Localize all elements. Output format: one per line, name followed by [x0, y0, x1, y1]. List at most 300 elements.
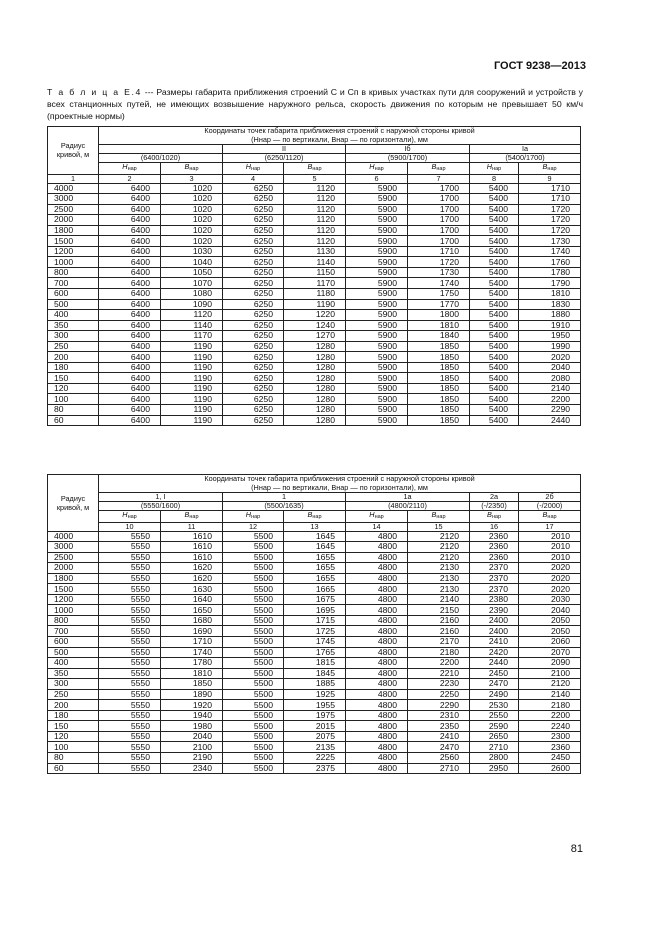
- value-cell: 1845: [284, 668, 346, 679]
- radius-cell: 250: [48, 341, 99, 352]
- value-cell: 4800: [346, 552, 408, 563]
- value-cell: 1280: [284, 341, 346, 352]
- h-nar-header: [346, 511, 408, 523]
- value-cell: 1655: [284, 563, 346, 574]
- table-row: [48, 636, 581, 647]
- document-code: ГОСТ 9238—2013: [493, 60, 586, 72]
- value-cell: 1700: [408, 236, 470, 247]
- value-cell: 2130: [408, 563, 470, 574]
- clearance-table-part-2: [47, 474, 581, 774]
- axis-subscript: нар: [189, 514, 199, 520]
- value-cell: 2360: [470, 542, 519, 553]
- value-cell: 2490: [470, 689, 519, 700]
- axis-subscript: нар: [127, 166, 137, 172]
- axis-letter: B: [542, 162, 548, 171]
- axis-letter: B: [542, 510, 548, 519]
- group-cell-empty: [99, 145, 223, 154]
- value-cell: 5500: [223, 742, 284, 753]
- value-cell: 1690: [161, 626, 223, 637]
- value-cell: 5550: [99, 679, 161, 690]
- group-cell: 1: [223, 493, 346, 502]
- value-cell: 6250: [223, 404, 284, 415]
- table-row: [48, 362, 581, 373]
- value-cell: 5550: [99, 594, 161, 605]
- value-cell: 6250: [223, 194, 284, 205]
- value-cell: 1920: [161, 700, 223, 711]
- value-cell: 1190: [161, 352, 223, 363]
- axis-subscript: нар: [547, 514, 557, 520]
- value-cell: 2470: [470, 679, 519, 690]
- axis-letter: B: [184, 510, 190, 519]
- value-cell: 1020: [161, 215, 223, 226]
- value-cell: 2170: [408, 636, 470, 647]
- value-cell: 2120: [408, 531, 470, 542]
- value-cell: 4800: [346, 710, 408, 721]
- value-cell: 1190: [161, 341, 223, 352]
- value-cell: 2450: [519, 752, 581, 763]
- value-cell: 6250: [223, 373, 284, 384]
- value-cell: 5400: [470, 310, 519, 321]
- value-cell: 2120: [519, 679, 581, 690]
- value-cell: 5500: [223, 752, 284, 763]
- value-cell: 1840: [408, 331, 470, 342]
- value-cell: 5550: [99, 552, 161, 563]
- coords-header: [99, 127, 581, 145]
- radius-cell: 700: [48, 626, 99, 637]
- axis-subscript: нар: [251, 166, 261, 172]
- table-row: [48, 563, 581, 574]
- value-cell: 5500: [223, 615, 284, 626]
- column-number: 8: [470, 174, 519, 183]
- value-cell: 1140: [284, 257, 346, 268]
- value-cell: 1950: [519, 331, 581, 342]
- value-cell: 4800: [346, 542, 408, 553]
- value-cell: 5550: [99, 626, 161, 637]
- value-cell: 6400: [99, 352, 161, 363]
- value-cell: 1070: [161, 278, 223, 289]
- value-cell: 2530: [470, 700, 519, 711]
- radius-cell: 700: [48, 278, 99, 289]
- value-cell: 6400: [99, 194, 161, 205]
- value-cell: 2340: [161, 763, 223, 774]
- value-cell: 5400: [470, 278, 519, 289]
- column-number: 7: [408, 174, 470, 183]
- value-cell: 2130: [408, 584, 470, 595]
- h-nar-header: [223, 511, 284, 523]
- value-cell: 2450: [470, 668, 519, 679]
- table-row: [48, 194, 581, 205]
- table-row: [48, 225, 581, 236]
- value-cell: 1030: [161, 246, 223, 257]
- value-cell: 1880: [519, 310, 581, 321]
- group-cell: 1, I: [99, 493, 223, 502]
- column-number: 13: [284, 522, 346, 531]
- value-cell: 5400: [470, 183, 519, 194]
- value-cell: 2200: [519, 394, 581, 405]
- column-number: 9: [519, 174, 581, 183]
- column-number: 1: [48, 174, 99, 183]
- value-cell: 5900: [346, 404, 408, 415]
- value-cell: 5400: [470, 352, 519, 363]
- value-cell: 2090: [519, 658, 581, 669]
- value-cell: 2650: [470, 731, 519, 742]
- value-cell: 1280: [284, 404, 346, 415]
- radius-cell: 60: [48, 763, 99, 774]
- radius-cell: 2500: [48, 552, 99, 563]
- value-cell: 5500: [223, 763, 284, 774]
- axis-letter: H: [122, 162, 128, 171]
- radius-cell: 200: [48, 700, 99, 711]
- table-row: [48, 278, 581, 289]
- value-cell: 1620: [161, 573, 223, 584]
- value-cell: 1850: [408, 341, 470, 352]
- value-cell: 1700: [408, 215, 470, 226]
- value-cell: 1190: [161, 362, 223, 373]
- value-cell: 5550: [99, 731, 161, 742]
- value-cell: 1190: [161, 415, 223, 426]
- value-cell: 1280: [284, 383, 346, 394]
- value-cell: 6400: [99, 236, 161, 247]
- column-number: 3: [161, 174, 223, 183]
- radius-cell: 1200: [48, 246, 99, 257]
- value-cell: 5500: [223, 594, 284, 605]
- dimension-cell: (-/2000): [519, 502, 581, 511]
- value-cell: 5550: [99, 668, 161, 679]
- b-nar-header: [284, 511, 346, 523]
- value-cell: 6400: [99, 278, 161, 289]
- coords-header-line2: (Hнар — по вертикали, Bнар — по горизонтали), мм: [251, 482, 428, 492]
- value-cell: 5500: [223, 563, 284, 574]
- value-cell: 5500: [223, 710, 284, 721]
- radius-cell: 350: [48, 668, 99, 679]
- table-row: [48, 246, 581, 257]
- radius-cell: 2000: [48, 215, 99, 226]
- value-cell: 2470: [408, 742, 470, 753]
- value-cell: 5900: [346, 225, 408, 236]
- table-row: [48, 721, 581, 732]
- value-cell: 5400: [470, 415, 519, 426]
- axis-letter: B: [307, 510, 313, 519]
- radius-cell: 4000: [48, 183, 99, 194]
- value-cell: 4800: [346, 763, 408, 774]
- value-cell: 5550: [99, 584, 161, 595]
- value-cell: 6400: [99, 215, 161, 226]
- value-cell: 1150: [284, 267, 346, 278]
- value-cell: 2130: [408, 573, 470, 584]
- value-cell: 2400: [470, 615, 519, 626]
- value-cell: 4800: [346, 573, 408, 584]
- value-cell: 5900: [346, 310, 408, 321]
- value-cell: 6400: [99, 246, 161, 257]
- value-cell: 5550: [99, 689, 161, 700]
- axis-letter: H: [486, 162, 493, 171]
- value-cell: 6400: [99, 331, 161, 342]
- value-cell: 1120: [284, 236, 346, 247]
- value-cell: 5900: [346, 320, 408, 331]
- column-number: 14: [346, 522, 408, 531]
- group-cell: 2б: [519, 493, 581, 502]
- value-cell: 1280: [284, 362, 346, 373]
- axis-subscript: нар: [374, 514, 384, 520]
- axis-subscript: нар: [491, 514, 502, 520]
- value-cell: 6400: [99, 362, 161, 373]
- dimension-cell: (5500/1635): [223, 502, 346, 511]
- value-cell: 1780: [161, 658, 223, 669]
- coords-header-line1: Координаты точек габарита приближения строений с наружной стороны кривой: [204, 126, 475, 135]
- value-cell: 2410: [408, 731, 470, 742]
- axis-subscript: нар: [127, 514, 137, 520]
- value-cell: 1800: [408, 310, 470, 321]
- value-cell: 1710: [408, 246, 470, 257]
- value-cell: 2440: [519, 415, 581, 426]
- value-cell: 6250: [223, 225, 284, 236]
- value-cell: 5550: [99, 615, 161, 626]
- value-cell: 4800: [346, 689, 408, 700]
- value-cell: 2010: [519, 552, 581, 563]
- axis-letter: B: [307, 162, 313, 171]
- axis-letter: B: [486, 510, 492, 519]
- value-cell: 2160: [408, 615, 470, 626]
- value-cell: 1650: [161, 605, 223, 616]
- table-row: [48, 626, 581, 637]
- value-cell: 5500: [223, 647, 284, 658]
- value-cell: 1700: [408, 204, 470, 215]
- value-cell: 1810: [519, 288, 581, 299]
- b-nar-header: [161, 163, 223, 175]
- table-row: [48, 299, 581, 310]
- value-cell: 2200: [519, 710, 581, 721]
- value-cell: 4800: [346, 658, 408, 669]
- value-cell: 1020: [161, 183, 223, 194]
- value-cell: 4800: [346, 647, 408, 658]
- clearance-table-part-1: [47, 126, 581, 426]
- value-cell: 5400: [470, 404, 519, 415]
- value-cell: 2370: [470, 573, 519, 584]
- value-cell: 5500: [223, 658, 284, 669]
- value-cell: 1020: [161, 204, 223, 215]
- table-caption: [47, 86, 583, 122]
- dimension-cell: (5900/1700): [346, 154, 470, 163]
- table-row: [48, 689, 581, 700]
- value-cell: 2135: [284, 742, 346, 753]
- table-row: [48, 605, 581, 616]
- value-cell: 1850: [408, 362, 470, 373]
- value-cell: 2140: [519, 689, 581, 700]
- axis-letter: H: [369, 510, 375, 519]
- value-cell: 2560: [408, 752, 470, 763]
- value-cell: 1810: [408, 320, 470, 331]
- axis-subscript: нар: [547, 166, 557, 172]
- value-cell: 6250: [223, 299, 284, 310]
- value-cell: 4800: [346, 668, 408, 679]
- axis-letter: B: [431, 162, 437, 171]
- value-cell: 1020: [161, 225, 223, 236]
- table-row: [48, 394, 581, 405]
- value-cell: 2225: [284, 752, 346, 763]
- b-nar-header: [284, 163, 346, 175]
- value-cell: 6250: [223, 362, 284, 373]
- radius-header: Радиус кривой, м: [48, 127, 99, 175]
- axis-subscript: нар: [374, 166, 384, 172]
- table-row: [48, 383, 581, 394]
- value-cell: 2150: [408, 605, 470, 616]
- table-row: [48, 320, 581, 331]
- value-cell: 1645: [284, 531, 346, 542]
- table-row: [48, 573, 581, 584]
- h-nar-header: [346, 163, 408, 175]
- axis-letter: B: [431, 510, 437, 519]
- value-cell: 2040: [519, 605, 581, 616]
- radius-cell: 180: [48, 710, 99, 721]
- value-cell: 1665: [284, 584, 346, 595]
- value-cell: 2190: [161, 752, 223, 763]
- value-cell: 1120: [284, 204, 346, 215]
- value-cell: 1120: [284, 225, 346, 236]
- value-cell: 6250: [223, 246, 284, 257]
- value-cell: 5400: [470, 320, 519, 331]
- value-cell: 6250: [223, 257, 284, 268]
- value-cell: 6250: [223, 320, 284, 331]
- table-caption-text: --- Размеры габарита приближения строений С и Сп в кривых участках пути для сооружений и устройств у всех станционных путей, не имеющих возвышение наружного рельса, скорость движения по которым не превышает 50 км/ч (проектные нормы): [47, 87, 584, 121]
- table-row: [48, 658, 581, 669]
- column-number: 17: [519, 522, 581, 531]
- value-cell: 1770: [408, 299, 470, 310]
- radius-cell: 2500: [48, 204, 99, 215]
- value-cell: 1270: [284, 331, 346, 342]
- value-cell: 5550: [99, 658, 161, 669]
- value-cell: 1020: [161, 236, 223, 247]
- value-cell: 1730: [408, 267, 470, 278]
- column-number: 4: [223, 174, 284, 183]
- value-cell: 6400: [99, 204, 161, 215]
- value-cell: 2380: [470, 594, 519, 605]
- value-cell: 1020: [161, 194, 223, 205]
- table-row: [48, 183, 581, 194]
- value-cell: 2390: [470, 605, 519, 616]
- b-nar-header: [161, 511, 223, 523]
- value-cell: 5900: [346, 215, 408, 226]
- value-cell: 6400: [99, 183, 161, 194]
- b-nar-header: [470, 511, 519, 523]
- value-cell: 2420: [470, 647, 519, 658]
- radius-cell: 500: [48, 299, 99, 310]
- axis-letter: H: [122, 510, 128, 519]
- value-cell: 5500: [223, 700, 284, 711]
- radius-cell: 120: [48, 731, 99, 742]
- radius-cell: 180: [48, 362, 99, 373]
- value-cell: 1655: [284, 573, 346, 584]
- radius-header: Радиус кривой, м: [48, 475, 99, 532]
- table-row: [48, 288, 581, 299]
- table-row: [48, 415, 581, 426]
- value-cell: 5400: [470, 373, 519, 384]
- value-cell: 5400: [470, 204, 519, 215]
- value-cell: 6400: [99, 383, 161, 394]
- radius-cell: 80: [48, 404, 99, 415]
- value-cell: 5900: [346, 257, 408, 268]
- value-cell: 1710: [519, 183, 581, 194]
- value-cell: 1975: [284, 710, 346, 721]
- value-cell: 4800: [346, 700, 408, 711]
- table-row: [48, 341, 581, 352]
- value-cell: 2310: [408, 710, 470, 721]
- radius-cell: 300: [48, 679, 99, 690]
- value-cell: 1720: [519, 225, 581, 236]
- value-cell: 1280: [284, 352, 346, 363]
- axis-subscript: нар: [312, 166, 322, 172]
- axis-subscript: нар: [189, 166, 199, 172]
- value-cell: 5500: [223, 531, 284, 542]
- value-cell: 4800: [346, 563, 408, 574]
- value-cell: 5550: [99, 573, 161, 584]
- value-cell: 5550: [99, 721, 161, 732]
- value-cell: 2050: [519, 615, 581, 626]
- value-cell: 1760: [519, 257, 581, 268]
- value-cell: 2015: [284, 721, 346, 732]
- radius-cell: 3000: [48, 194, 99, 205]
- value-cell: 2600: [519, 763, 581, 774]
- value-cell: 4800: [346, 584, 408, 595]
- value-cell: 1280: [284, 394, 346, 405]
- value-cell: 6400: [99, 288, 161, 299]
- value-cell: 5400: [470, 225, 519, 236]
- dimension-cell: (5550/1600): [99, 502, 223, 511]
- value-cell: 5550: [99, 605, 161, 616]
- value-cell: 1765: [284, 647, 346, 658]
- value-cell: 5500: [223, 542, 284, 553]
- value-cell: 5500: [223, 626, 284, 637]
- column-number: 6: [346, 174, 408, 183]
- radius-cell: 4000: [48, 531, 99, 542]
- value-cell: 1140: [161, 320, 223, 331]
- value-cell: 6250: [223, 204, 284, 215]
- table-row: [48, 742, 581, 753]
- value-cell: 2010: [519, 542, 581, 553]
- table-row: [48, 267, 581, 278]
- value-cell: 2120: [408, 542, 470, 553]
- axis-letter: H: [245, 510, 252, 519]
- radius-cell: 350: [48, 320, 99, 331]
- value-cell: 1700: [408, 225, 470, 236]
- value-cell: 1710: [519, 194, 581, 205]
- value-cell: 5500: [223, 605, 284, 616]
- table-row: [48, 310, 581, 321]
- radius-cell: 500: [48, 647, 99, 658]
- table-row: [48, 352, 581, 363]
- value-cell: 5550: [99, 752, 161, 763]
- dimension-cell: (-/2350): [470, 502, 519, 511]
- value-cell: 6250: [223, 288, 284, 299]
- value-cell: 5400: [470, 267, 519, 278]
- value-cell: 5500: [223, 636, 284, 647]
- value-cell: 1850: [408, 383, 470, 394]
- value-cell: 2020: [519, 584, 581, 595]
- group-cell: Iа: [470, 145, 581, 154]
- table-row: [48, 204, 581, 215]
- value-cell: 5500: [223, 679, 284, 690]
- b-nar-header: [408, 511, 470, 523]
- value-cell: 5900: [346, 415, 408, 426]
- value-cell: 1780: [519, 267, 581, 278]
- group-cell: 2а: [470, 493, 519, 502]
- value-cell: 1980: [161, 721, 223, 732]
- value-cell: 5400: [470, 331, 519, 342]
- value-cell: 2070: [519, 647, 581, 658]
- column-number: 15: [408, 522, 470, 531]
- value-cell: 1640: [161, 594, 223, 605]
- value-cell: 2160: [408, 626, 470, 637]
- value-cell: 1620: [161, 563, 223, 574]
